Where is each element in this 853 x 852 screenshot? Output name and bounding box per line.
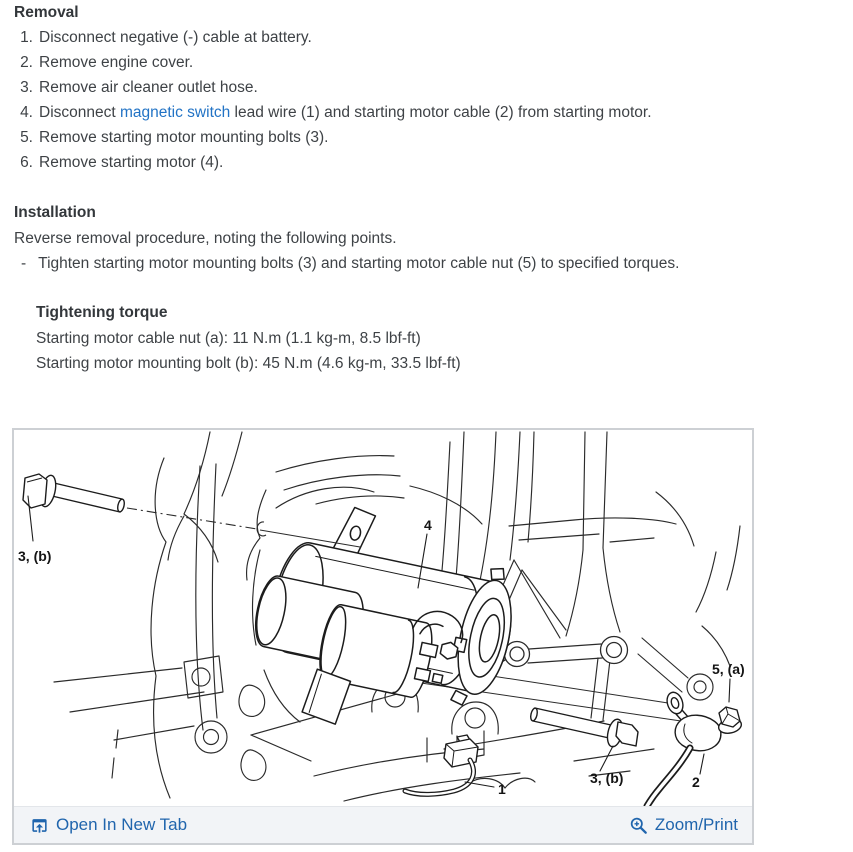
installation-bullet <box>21 255 679 273</box>
cable-boot <box>675 715 721 751</box>
label-starter: 4 <box>424 517 432 533</box>
installation-heading: Installation <box>14 204 96 221</box>
open-in-new-tab-button[interactable] <box>30 815 187 835</box>
removal-step-1 <box>18 29 312 47</box>
removal-step-2 <box>18 54 193 72</box>
step-number: 6. <box>20 154 33 171</box>
removal-step-4 <box>18 104 652 122</box>
starter-diagram-canvas <box>14 430 752 806</box>
step-number: 2. <box>20 54 33 71</box>
diagram-panel <box>12 428 754 845</box>
step-text: Disconnect negative (-) cable at battery. <box>39 29 312 46</box>
step-number: 3. <box>20 79 33 96</box>
label-cable: 2 <box>692 774 700 790</box>
step-text: Disconnect <box>39 104 120 121</box>
step-text: Remove engine cover. <box>39 54 194 71</box>
zoom-print-label: Zoom/Print <box>654 815 738 834</box>
step-number: 4. <box>20 104 33 121</box>
installation-intro: Reverse removal procedure, noting the following points. <box>14 230 397 247</box>
zoom-print-icon <box>629 816 648 835</box>
torque-heading: Tightening torque <box>36 304 168 321</box>
removal-step-6 <box>18 154 223 172</box>
label-nut: 5, (a) <box>712 661 745 677</box>
battery-cable <box>647 690 721 806</box>
step-text: Remove starting motor mounting bolts (3). <box>39 129 329 146</box>
bolt-shaft <box>52 483 122 512</box>
bullet-dash: - <box>21 255 27 272</box>
removal-step-5 <box>18 129 328 147</box>
mounting-bolt-upper <box>23 474 125 513</box>
bolt-head <box>23 474 47 508</box>
open-in-new-tab-icon <box>30 816 49 835</box>
lead-wire-connector <box>405 735 478 794</box>
removal-heading: Removal <box>14 4 79 21</box>
label-lead-wire: 1 <box>498 781 506 797</box>
magnetic-switch-link[interactable]: magnetic switch <box>119 104 231 121</box>
step-number: 1. <box>20 29 33 46</box>
terminal-stud <box>420 642 438 657</box>
step-number: 5. <box>20 129 33 146</box>
bolt-axis-line <box>127 508 360 547</box>
diagram-action-bar <box>14 806 752 843</box>
cable-nut <box>717 707 742 735</box>
label-bolt-lower: 3, (b) <box>590 770 624 786</box>
mounting-bolt-lower <box>530 707 638 748</box>
torque-line-2: Starting motor mounting bolt (b): 45 N.m (4.6 kg-m, 33.5 lbf-ft) <box>36 355 461 372</box>
bullet-text: Tighten starting motor mounting bolts (3) and starting motor cable nut (5) to specified torques. <box>38 255 680 272</box>
zoom-print-button[interactable] <box>629 815 738 835</box>
open-in-new-tab-label: Open In New Tab <box>56 815 188 834</box>
torque-line-1: Starting motor cable nut (a): 11 N.m (1.1 kg-m, 8.5 lbf-ft) <box>36 330 421 347</box>
bolt-shaft <box>533 708 611 738</box>
removal-step-3 <box>18 79 258 97</box>
step-text: lead wire (1) and starting motor cable (2) from starting motor. <box>230 104 652 121</box>
step-text: Remove starting motor (4). <box>39 154 224 171</box>
starter-diagram <box>14 430 752 806</box>
step-text: Remove air cleaner outlet hose. <box>39 79 258 96</box>
label-bolt-upper: 3, (b) <box>18 548 52 564</box>
